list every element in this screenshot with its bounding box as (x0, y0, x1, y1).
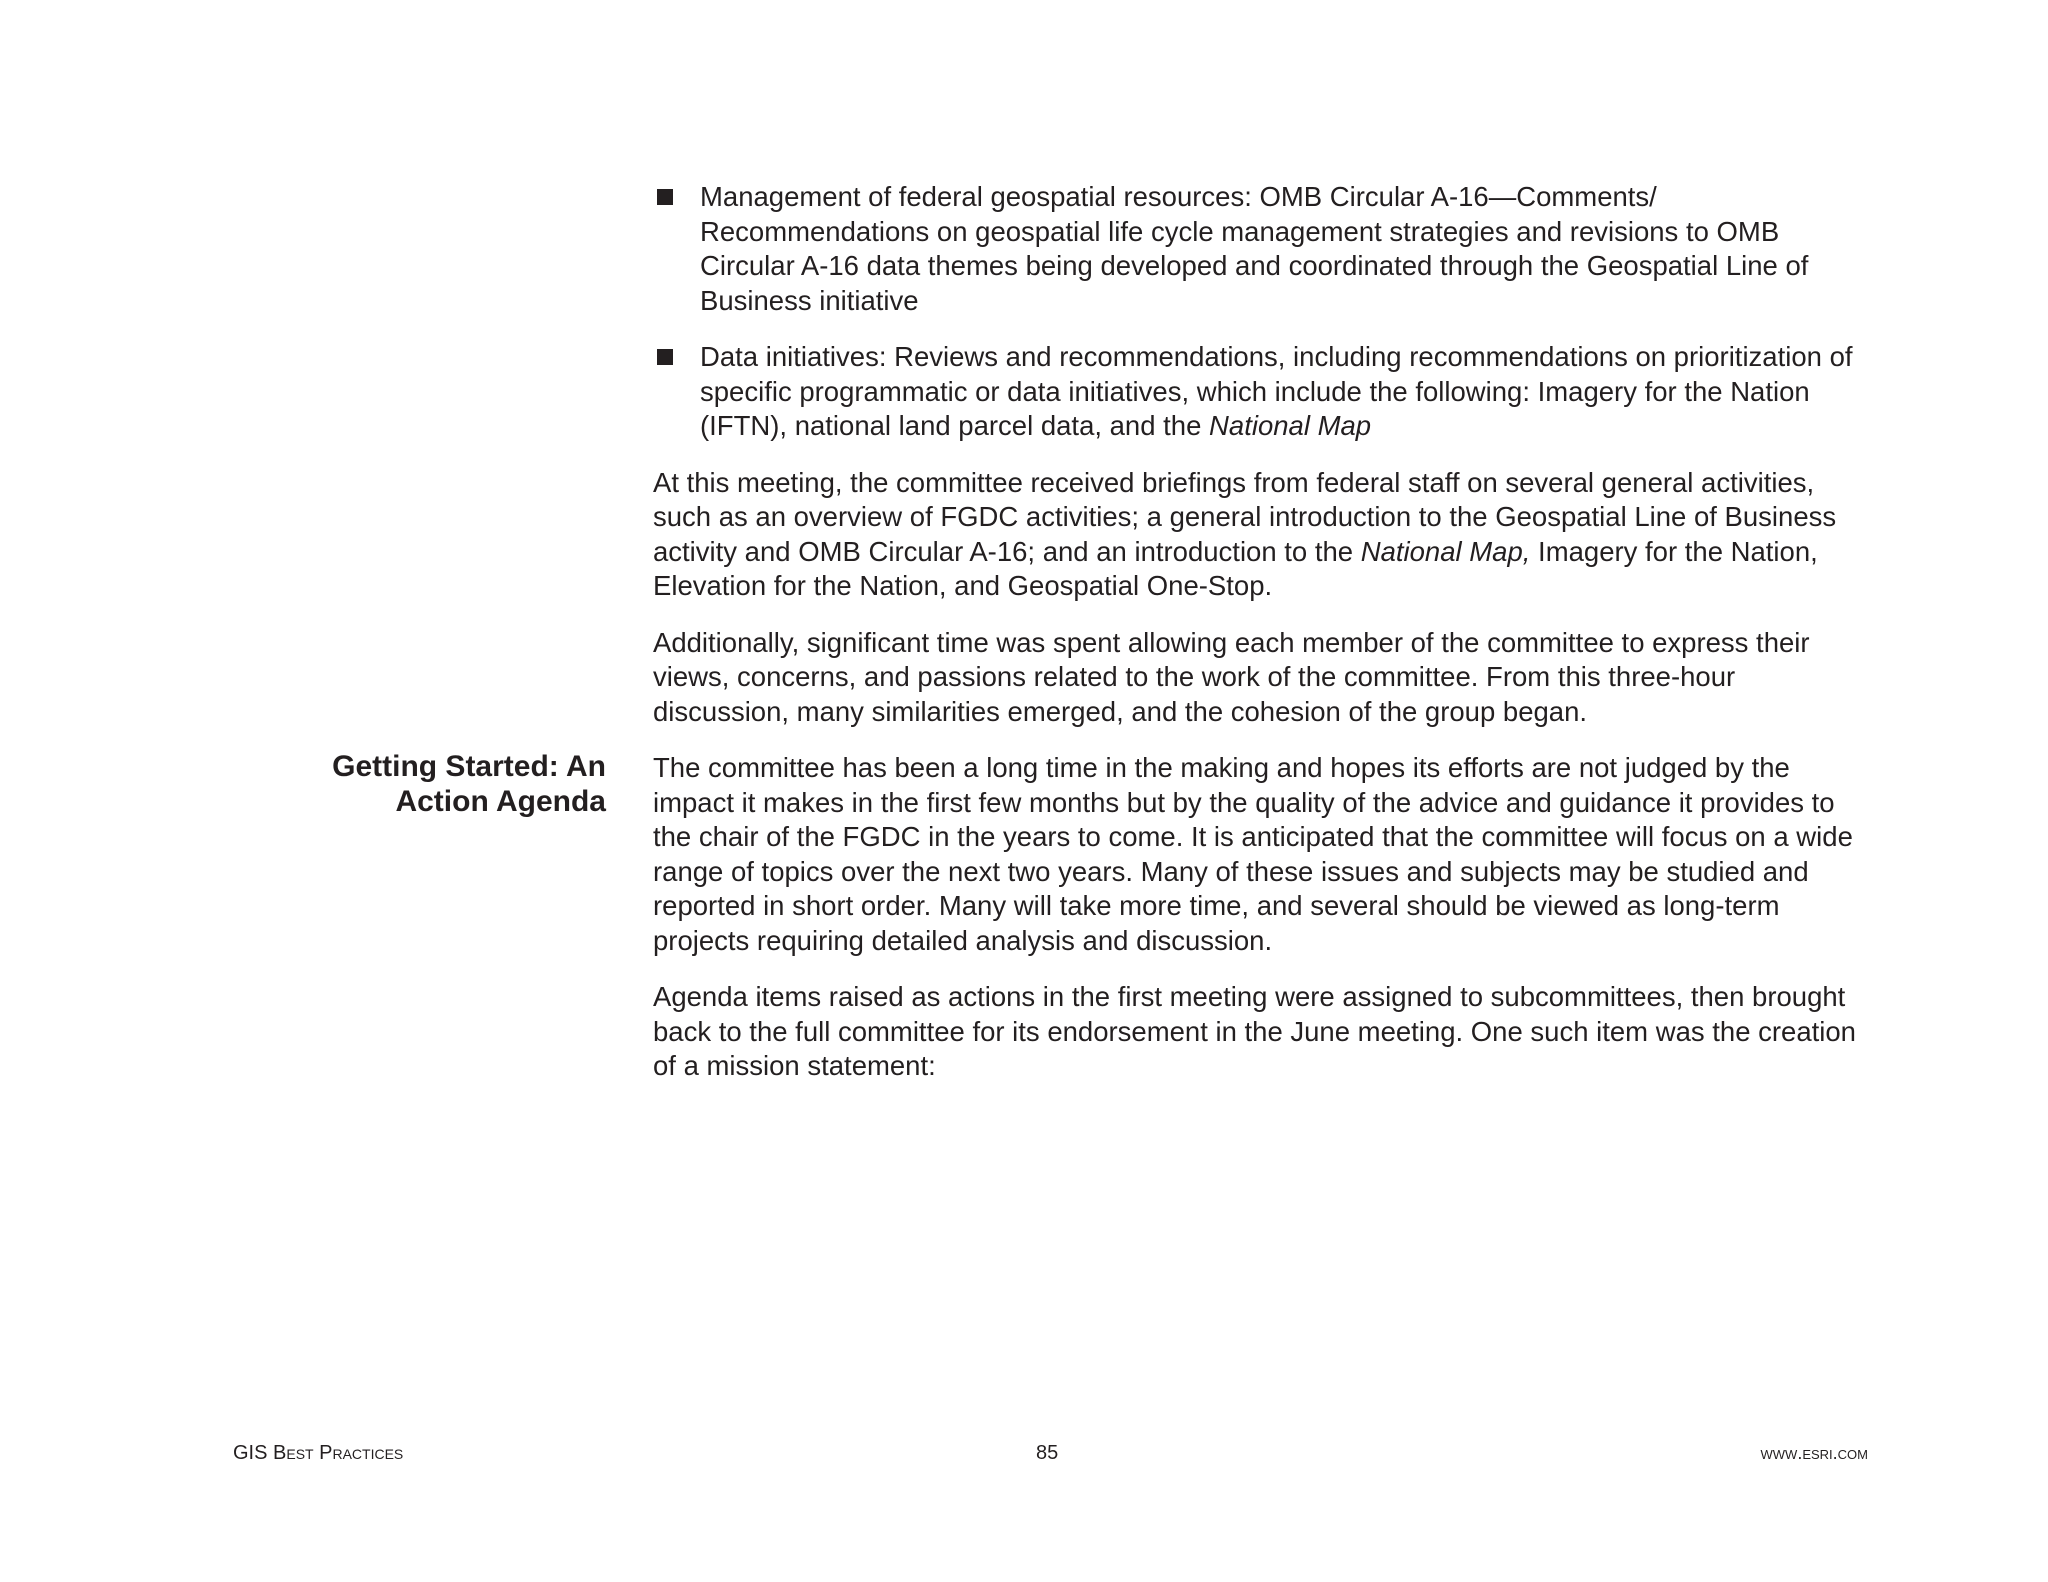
paragraph-agenda-items: Agenda items raised as actions in the first meeting were assigned to subcommittees, then brought back to the full committee for its endorsement in the June meeting. One such item was the creation of a mission statement: (653, 981, 1856, 1081)
paragraph-action-agenda: The committee has been a long time in the making and hopes its efforts are not judged by the impact it makes in the first few months but by the quality of the advice and guidance it provides to the chair of the FGDC in the years to come. It is anticipated that the committee will focus on a wide range of topics over the next two years. Many of these issues and subjects may be studied and reported in short order. Many will take more time, and several should be viewed as long-term projects requiring detailed analysis and discussion. (653, 752, 1853, 956)
bullet-text: Data initiatives: Reviews and recommendations, including recommendations on prioritization of specific programmatic or data initiatives, which include the following: Imagery for the Nation (IFTN), national land parcel data, and the (700, 341, 1853, 441)
square-bullet-icon (657, 349, 673, 365)
bullet-text: Management of federal geospatial resources: OMB Circular A-16—Comments/ Recommendations on geospatial life cycle management strategies and revisions to OMB Circular A-16 data themes being developed and coordinated through the Geospatial Line of Business initiative (700, 181, 1809, 316)
square-bullet-icon (657, 189, 673, 205)
paragraph-briefings (653, 466, 1873, 604)
section-heading: Getting Started: An Action Agenda (332, 750, 606, 818)
bullet-item (653, 180, 1873, 318)
paragraph-italic-text: National Map, (1360, 535, 1531, 567)
paragraph-text: Imagery for the Nation, Elevation for the Nation, and Geospatial One-Stop. (653, 535, 1818, 601)
footer-publication-title: GIS Best Practices (233, 1442, 404, 1464)
footer-page-number: 85 (1036, 1442, 1059, 1464)
paragraph-discussion: Additionally, significant time was spent allowing each member of the committee to express their views, concerns, and passions related to the work of the committee. From this three-hour discussion, many similarities emerged, and the cohesion of the group began. (653, 626, 1810, 727)
main-text-column (653, 180, 1873, 1106)
bullet-item (653, 340, 1873, 444)
paragraph-text: At this meeting, the committee received briefings from federal staff on several general activities, such as an overview of FGDC activities; a general introduction to the Geospatial Line of Business activity and OMB Circular A-16; and an introduction to the (653, 466, 1837, 567)
bullet-italic-text: National Map (1209, 410, 1372, 441)
footer-website: www.esri.com (1760, 1443, 1868, 1463)
